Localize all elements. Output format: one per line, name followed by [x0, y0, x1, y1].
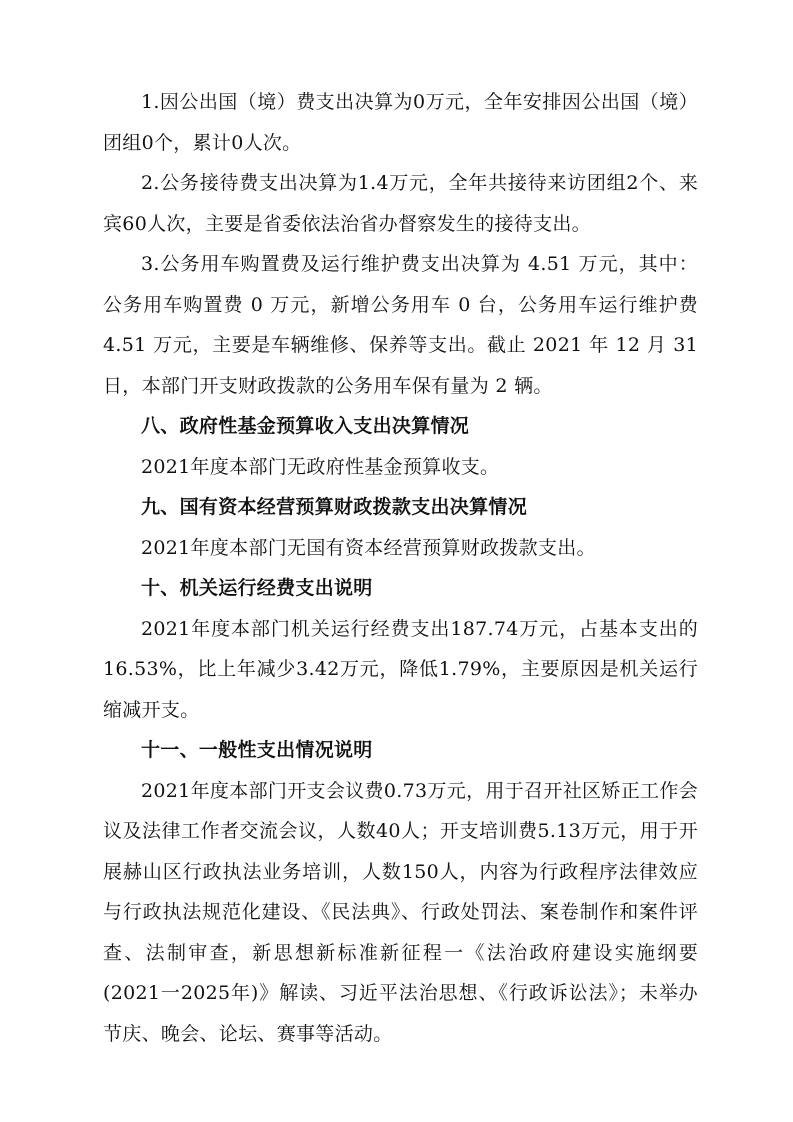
section-heading-general-expenditure: 十一、一般性支出情况说明: [141, 739, 373, 761]
paragraph-state-capital: 2021年度本部门无国有资本经营预算财政拨款支出。: [141, 536, 596, 559]
paragraph-government-fund: 2021年度本部门无政府性基金预算收支。: [141, 455, 500, 478]
paragraph-operating-expenses: 2021年度本部门机关运行经费支出187.74万元，占基本支出的16.53%，比上年减少3.42万元，降低1.79%，主要原因是机关运行缩减开支。: [103, 617, 698, 721]
paragraph-reception: 2.公务接待费支出决算为1.4万元，全年共接待来访团组2个、来宾60人次，主要是省委依法治省办督察发生的接待支出。: [103, 172, 698, 235]
section-heading-state-capital: 九、国有资本经营预算财政拨款支出决算情况: [141, 496, 528, 518]
paragraph-general-expenditure: 2021年度本部门开支会议费0.73万元，用于召开社区矫正工作会议及法律工作者交流会议，人数40人；开支培训费5.13万元，用于开展赫山区行政执法业务培训，人数150人，内容为行政程序法律效应与行政执法规范化建设、《民法典》、行政处罚法、案卷制作和案件评查、法制审查，新思想新标准新征程一《法治政府建设实施纲要(2021一2025年)》解读、习近平法治思想、《行政诉讼法》；未举办节庆、晚会、论坛、赛事等活动。: [103, 779, 698, 1045]
section-heading-government-fund: 八、政府性基金预算收入支出决算情况: [141, 415, 470, 437]
paragraph-vehicles: 3.公务用车购置费及运行维护费支出决算为 4.51 万元，其中：公务用车购置费 0 万元，新增公务用车 0 台，公务用车运行维护费 4.51 万元，主要是车辆维修、保养等支出。截止 2021 年 12 月 31 日，本部门开支财政拨款的公务用车保有量为 2 辆。: [103, 253, 698, 397]
section-heading-operating-expenses: 十、机关运行经费支出说明: [141, 577, 373, 599]
paragraph-outbound-travel: 1.因公出国（境）费支出决算为0万元，全年安排因公出国（境）团组0个，累计0人次。: [103, 91, 698, 154]
document-body: [103, 82, 698, 1054]
